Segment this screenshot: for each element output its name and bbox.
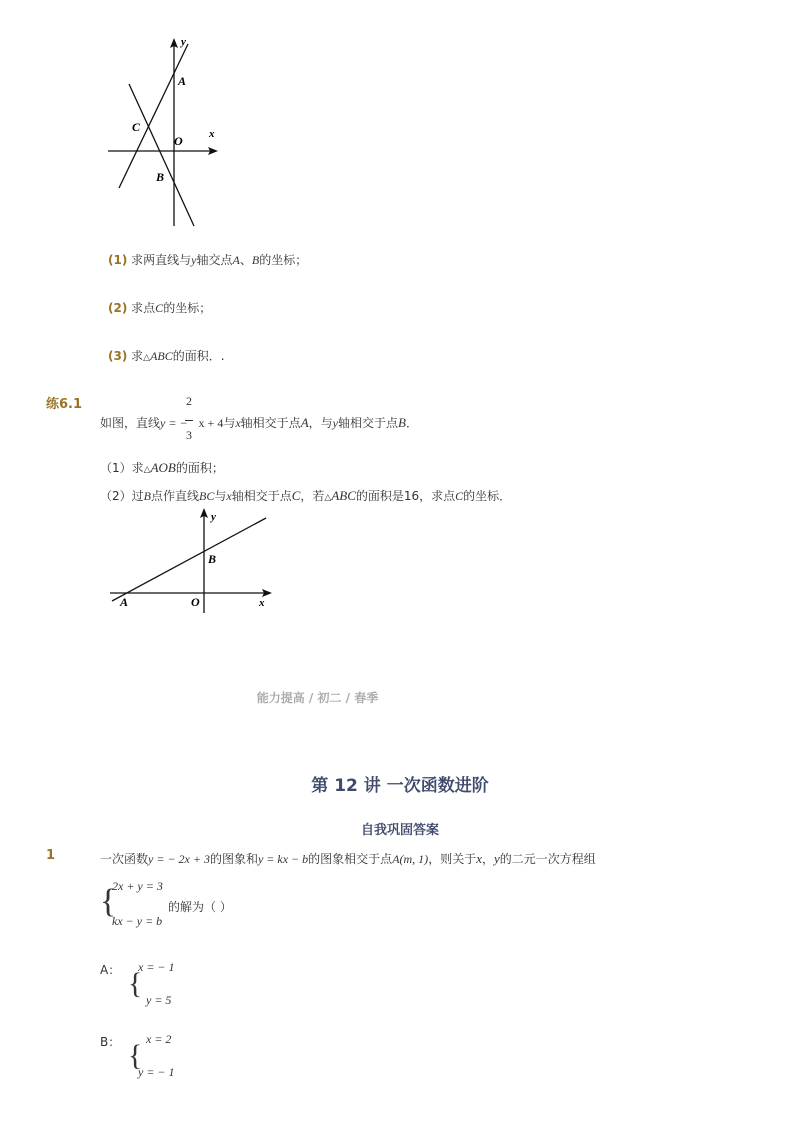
var-BC: BC — [199, 489, 215, 503]
text: 轴相交于点 — [337, 416, 398, 430]
var-y: y — [494, 851, 500, 866]
graph2-label-B: B — [208, 552, 217, 566]
question-1-2 — [108, 299, 211, 316]
var-B: B — [143, 489, 151, 503]
var-y: y — [191, 253, 197, 267]
text: ， — [481, 852, 494, 866]
option-a-x: x = − 1 — [138, 960, 175, 974]
graph1-label-A: A — [178, 74, 187, 88]
q-text: 求两直线与 — [131, 253, 192, 267]
text: 轴相交于点 — [231, 489, 292, 503]
text: ． — [405, 416, 418, 430]
option-a-label: A： — [100, 963, 121, 977]
text: 点作直线 — [150, 489, 199, 503]
text: ，与 — [308, 416, 333, 430]
exercise-label: 练6.1 — [46, 397, 83, 412]
text: 轴相交于点 — [240, 416, 301, 430]
q-num: (1) — [108, 253, 128, 267]
q-text: 的坐标； — [163, 301, 212, 315]
question-number: 1 — [46, 848, 56, 863]
q-text: 轴交点 — [196, 253, 233, 267]
var-x: x — [476, 851, 482, 866]
var-x: x — [235, 416, 241, 430]
question-1-3 — [108, 347, 225, 364]
var-AOB: AOB — [150, 460, 176, 475]
text: 的图象和 — [209, 852, 258, 866]
graph2-label-A: A — [120, 595, 129, 609]
triangle-symbol: △ — [324, 493, 332, 503]
option-b-x: x = 2 — [146, 1032, 172, 1046]
exercise-sub-2 — [100, 487, 511, 504]
section-title: 自我巩固答案 — [360, 823, 439, 838]
graph2-label-x: x — [259, 597, 265, 609]
graph1-label-C: C — [132, 120, 141, 134]
formula-2: y = kx − b — [257, 852, 309, 866]
q-text: 求 — [131, 349, 144, 363]
system-eq-2: kx − y = b — [112, 914, 163, 928]
text: （1）求 — [100, 461, 144, 475]
equation-right: x + 4 — [198, 416, 224, 430]
text: 的坐标． — [463, 489, 512, 503]
system-eq-1: 2x + y = 3 — [112, 879, 163, 893]
page-footer: 能力提高 / 初二 / 春季 — [256, 691, 379, 705]
var-A: A — [300, 415, 309, 430]
var-C: C — [155, 301, 164, 315]
option-a-y: y = 5 — [146, 993, 172, 1007]
q-num: (3) — [108, 349, 128, 363]
text: ，若 — [300, 489, 325, 503]
q-text: 求点 — [131, 301, 156, 315]
var-B: B — [251, 253, 260, 267]
graph1-label-O: O — [174, 134, 183, 148]
text: （2）过 — [100, 489, 144, 503]
formula-1: y = − 2x + 3 — [148, 852, 210, 866]
point-A: A(m, 1) — [392, 852, 429, 866]
graph1-label-B: B — [156, 170, 165, 184]
system-tail: 的解为（ ） — [168, 900, 232, 914]
var-C: C — [455, 489, 464, 503]
graph2-label-O: O — [191, 595, 200, 609]
triangle-symbol: △ — [143, 353, 151, 363]
question-1-1 — [108, 251, 307, 268]
option-b-brace: { — [128, 1039, 143, 1072]
graph1-label-x: x — [209, 128, 215, 140]
var-x: x — [226, 489, 232, 503]
triangle-symbol: △ — [143, 465, 151, 475]
graph-2 — [105, 505, 280, 620]
var-C: C — [291, 488, 301, 503]
equation-left: y = − — [160, 416, 188, 430]
text: 与 — [223, 416, 236, 430]
lecture-title: 第 12 讲 一次函数进阶 — [311, 776, 489, 796]
var-B: B — [398, 415, 406, 430]
var-ABC: ABC — [331, 488, 356, 503]
text: 的图象相交于点 — [308, 852, 393, 866]
text: 与 — [214, 489, 227, 503]
q-text: 、 — [239, 253, 252, 267]
text: 的面积； — [175, 461, 224, 475]
q-num: (2) — [108, 301, 128, 315]
option-b-label: B： — [100, 1035, 121, 1049]
q-text: 的面积．. — [172, 349, 225, 363]
fraction-denominator: 3 — [186, 428, 192, 442]
question-statement — [100, 850, 596, 867]
text: 一次函数 — [100, 852, 149, 866]
option-b-y: y = − 1 — [138, 1065, 175, 1079]
exercise-statement — [100, 414, 418, 431]
var-ABC: ABC — [150, 349, 173, 363]
option-a-brace: { — [128, 967, 143, 1000]
graph1-label-y: y — [181, 36, 186, 48]
text: 的面积是16，求点 — [355, 489, 456, 503]
graph-1 — [100, 30, 230, 230]
system-brace: { — [100, 883, 117, 920]
var-y: y — [332, 416, 338, 430]
exercise-sub-1 — [100, 459, 224, 476]
text: 如图，直线 — [100, 416, 161, 430]
q-text: 的坐标； — [259, 253, 308, 267]
var-A: A — [232, 253, 240, 267]
fraction-numerator: 2 — [186, 394, 192, 408]
text: 的二元一次方程组 — [499, 852, 596, 866]
graph2-label-y: y — [211, 511, 216, 523]
text: ，则关于 — [428, 852, 477, 866]
